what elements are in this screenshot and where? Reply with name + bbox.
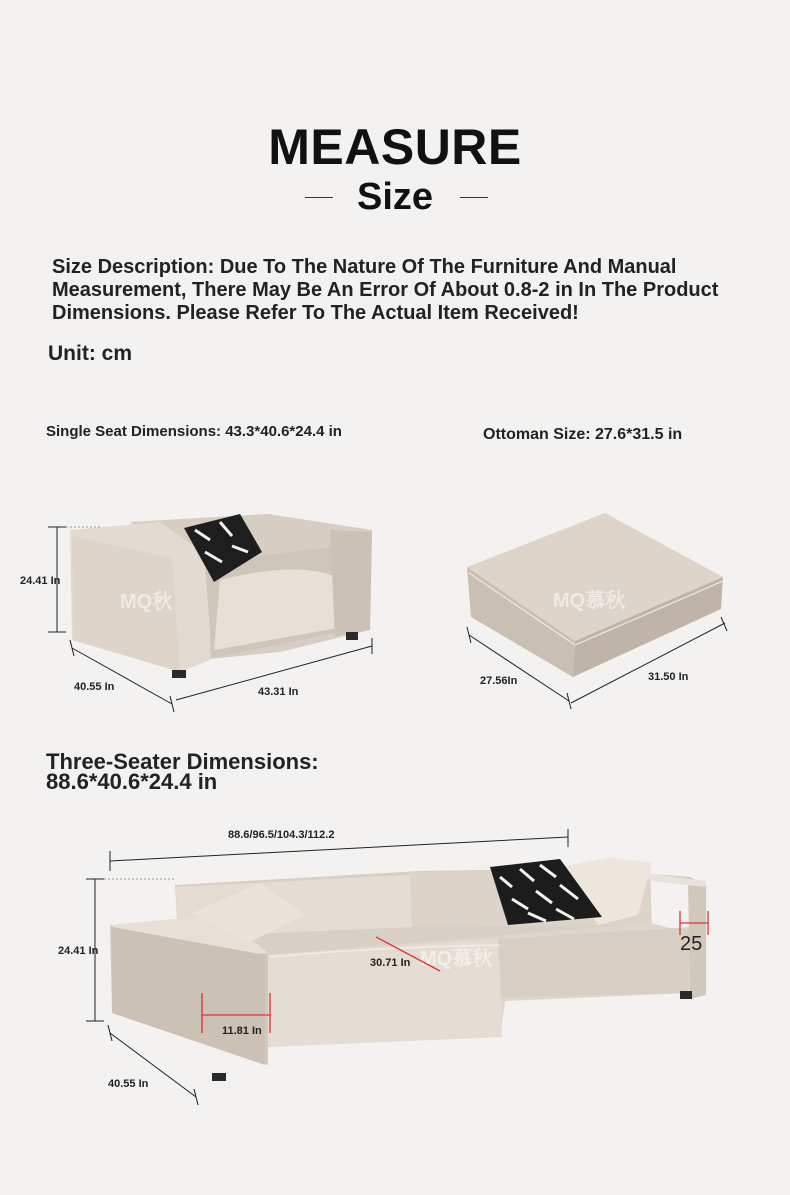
three-seat-depth-label: 30.71 In <box>370 957 411 969</box>
ottoman-title: Ottoman Size: 27.6*31.5 in <box>483 426 683 443</box>
single-depth-label: 40.55 In <box>74 681 115 693</box>
three-seat-height-label: 11.81 In <box>222 1025 262 1037</box>
three-seater-watermark: MQ慕秋 <box>420 948 493 970</box>
single-seat-watermark: MQ秋 <box>120 591 173 613</box>
three-seater-sofa-image <box>110 857 706 1081</box>
three-depth-label: 40.55 In <box>108 1078 149 1090</box>
size-description: Size Description: Due To The Nature Of The Furniture And Manual Measurement, There May Be An Error Of About 0.8-2 in In The Product Dimensions. Please Refer To The Actual Item Received! <box>52 256 719 324</box>
ottoman-image <box>467 513 723 677</box>
page-subtitle: Size <box>356 176 434 218</box>
page-title: MEASURE <box>268 119 522 175</box>
single-seat-diagram <box>0 500 390 720</box>
single-seat-title: Single Seat Dimensions: 43.3*40.6*24.4 in <box>46 423 342 440</box>
three-width-label: 88.6/96.5/104.3/112.2 <box>228 829 335 841</box>
three-seater-diagram <box>0 815 790 1115</box>
single-width-label: 43.31 In <box>258 686 299 698</box>
single-seat-sofa-image <box>70 514 372 678</box>
single-height-label: 24.41 In <box>20 575 61 587</box>
three-width-line <box>110 837 568 861</box>
unit-label: Unit: cm <box>48 342 132 365</box>
ottoman-watermark: MQ慕秋 <box>553 590 626 612</box>
ottoman-depth-label: 27.56In <box>480 675 518 687</box>
ottoman-diagram <box>455 505 755 715</box>
three-arm-width-label: 25 <box>680 933 703 955</box>
divider-right <box>460 197 488 198</box>
three-height-label: 24.41 In <box>58 945 99 957</box>
three-seater-title-line2: 88.6*40.6*24.4 in <box>46 769 218 794</box>
ottoman-width-label: 31.50 In <box>648 671 689 683</box>
three-seater-title <box>46 749 319 794</box>
three-seater-title-line1: Three-Seater Dimensions: <box>46 749 319 774</box>
